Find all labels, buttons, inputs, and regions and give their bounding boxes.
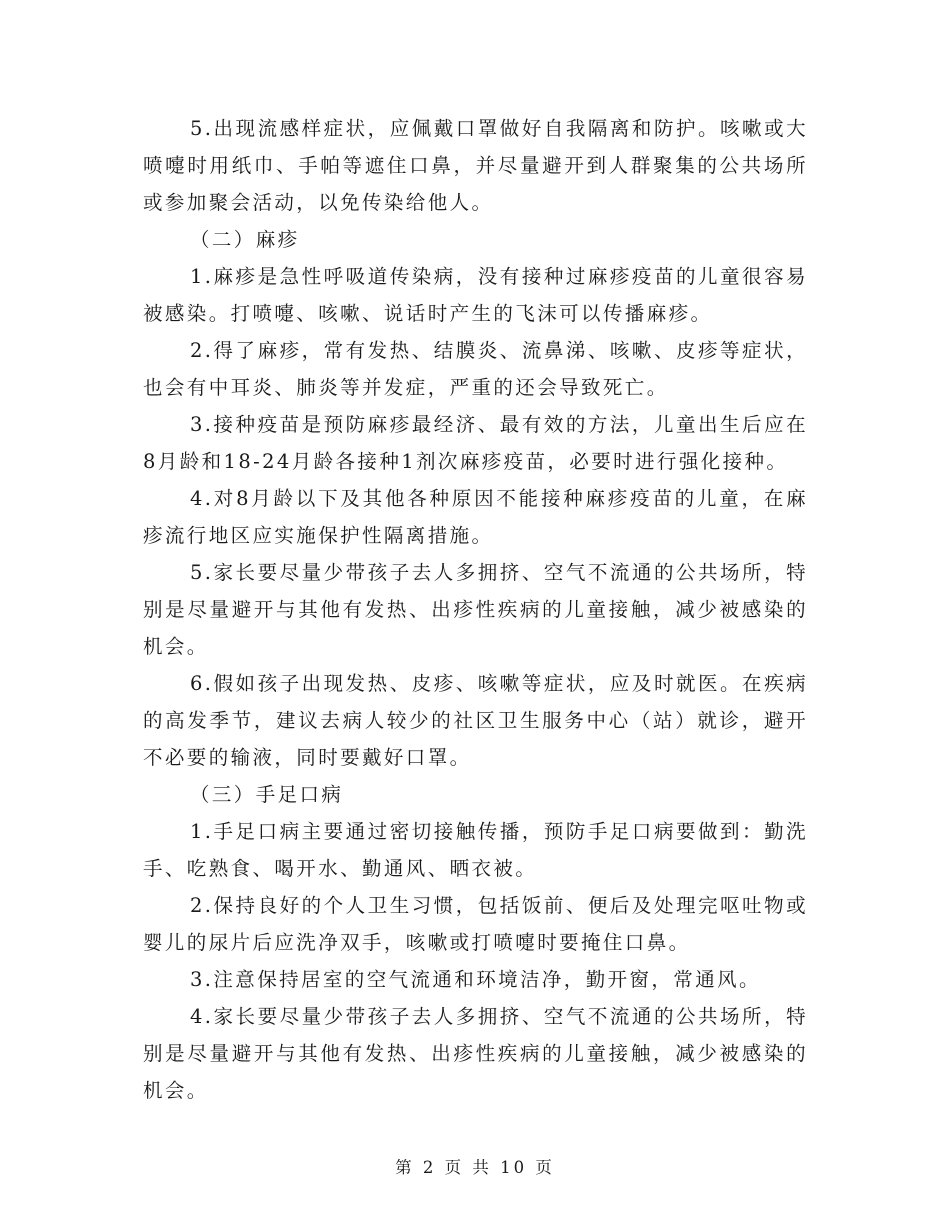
paragraph-measles-4: 4.对8月龄以下及其他各种原因不能接种麻疹疫苗的儿童，在麻疹流行地区应实施保护性隔离措施。 <box>143 487 808 547</box>
document-body <box>143 110 808 1109</box>
section-heading-measles: （二）麻疹 <box>190 228 300 251</box>
paragraph-hfmd-1: 1.手足口病主要通过密切接触传播，预防手足口病要做到：勤洗手、吃熟食、喝开水、勤通风、晒衣被。 <box>143 820 808 880</box>
paragraph-flu-5: 5.出现流感样症状，应佩戴口罩做好自我隔离和防护。咳嗽或大喷嚏时用纸巾、手帕等遮住口鼻，并尽量避开到人群聚集的公共场所或参加聚会活动，以免传染给他人。 <box>143 117 808 214</box>
paragraph-hfmd-4: 4.家长要尽量少带孩子去人多拥挤、空气不流通的公共场所，特别是尽量避开与其他有发热、出疹性疾病的儿童接触，减少被感染的机会。 <box>143 1005 808 1102</box>
paragraph-measles-1: 1.麻疹是急性呼吸道传染病，没有接种过麻疹疫苗的儿童很容易被感染。打喷嚏、咳嗽、说话时产生的飞沫可以传播麻疹。 <box>143 265 808 325</box>
paragraph-measles-3: 3.接种疫苗是预防麻疹最经济、最有效的方法，儿童出生后应在8月龄和18-24月龄各接种1剂次麻疹疫苗，必要时进行强化接种。 <box>143 413 808 473</box>
paragraph-measles-5: 5.家长要尽量少带孩子去人多拥挤、空气不流通的公共场所，特别是尽量避开与其他有发热、出疹性疾病的儿童接触，减少被感染的机会。 <box>143 561 808 658</box>
paragraph-measles-2: 2.得了麻疹，常有发热、结膜炎、流鼻涕、咳嗽、皮疹等症状，也会有中耳炎、肺炎等并发症，严重的还会导致死亡。 <box>143 339 808 399</box>
page-number-footer: 第 2 页 共 10 页 <box>395 1158 555 1177</box>
paragraph-hfmd-3: 3.注意保持居室的空气流通和环境洁净，勤开窗，常通风。 <box>190 968 761 991</box>
paragraph-measles-6: 6.假如孩子出现发热、皮疹、咳嗽等症状，应及时就医。在疾病的高发季节，建议去病人较少的社区卫生服务中心（站）就诊，避开不必要的输液，同时要戴好口罩。 <box>143 672 808 769</box>
paragraph-hfmd-2: 2.保持良好的个人卫生习惯，包括饭前、便后及处理完呕吐物或婴儿的尿片后应洗净双手，咳嗽或打喷嚏时要掩住口鼻。 <box>143 894 808 954</box>
section-heading-hfmd: （三）手足口病 <box>190 783 344 806</box>
